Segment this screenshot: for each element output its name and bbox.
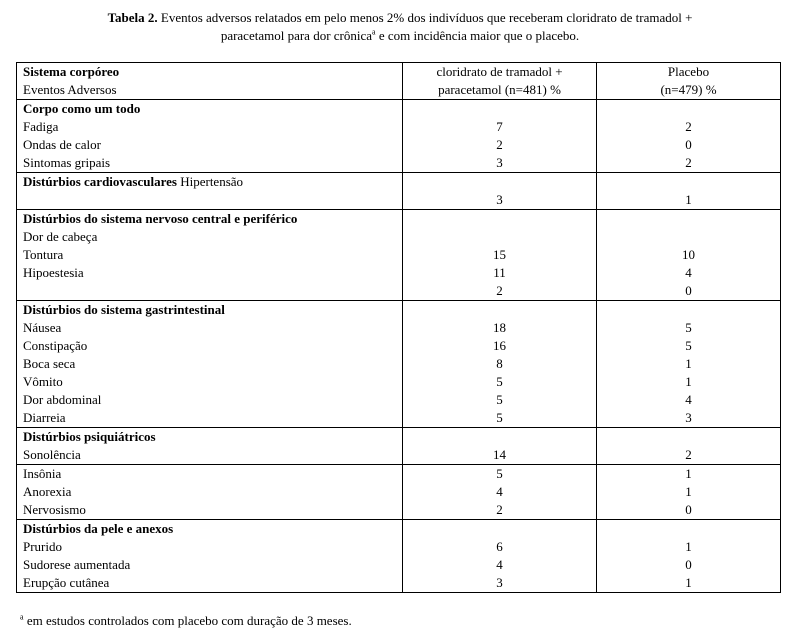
placebo-values — [597, 465, 781, 520]
header-col1-line1: Sistema corpóreo — [23, 64, 120, 79]
placebo-value: 1 — [685, 192, 692, 207]
placebo-values — [597, 520, 781, 593]
caption-text-2: paracetamol para dor crônica — [220, 28, 373, 43]
placebo-value: 1 — [685, 575, 692, 590]
table-row — [17, 428, 781, 465]
footnote-text: em estudos controlados com placebo com duração de 3 meses. — [23, 613, 352, 628]
event-label: Dor de cabeça — [23, 229, 98, 244]
section-cell — [17, 301, 403, 428]
tramadol-values — [403, 428, 597, 465]
event-label: Hipoestesia — [23, 265, 84, 280]
tramadol-value: 5 — [496, 410, 503, 425]
placebo-values — [597, 301, 781, 428]
tramadol-values — [403, 210, 597, 301]
group-heading: Corpo como um todo — [23, 101, 141, 116]
group-heading: Distúrbios cardiovasculares — [23, 174, 177, 189]
section-cell — [17, 465, 403, 520]
section-cell — [17, 428, 403, 465]
adverse-events-table — [16, 62, 781, 593]
tramadol-value: 14 — [493, 447, 506, 462]
tramadol-values — [403, 173, 597, 210]
caption-label: Tabela 2. — [107, 10, 158, 25]
tramadol-value: 3 — [496, 192, 503, 207]
header-col2-line2: paracetamol (n=481) % — [438, 82, 561, 97]
event-label: Hipertensão — [176, 174, 244, 189]
event-label: Insônia — [23, 466, 62, 481]
placebo-value: 10 — [682, 247, 695, 262]
table-row — [17, 210, 781, 301]
header-col3 — [597, 63, 781, 100]
header-col2 — [403, 63, 597, 100]
placebo-value: 0 — [685, 557, 692, 572]
table-footnote — [20, 613, 352, 629]
placebo-value: 5 — [685, 338, 692, 353]
placebo-value: 3 — [685, 410, 692, 425]
caption-footnote-mark: a — [372, 27, 376, 37]
tramadol-value: 4 — [496, 484, 503, 499]
placebo-value: 1 — [685, 539, 692, 554]
table-row — [17, 301, 781, 428]
event-label: Fadiga — [23, 119, 59, 134]
tramadol-values — [403, 301, 597, 428]
tramadol-value: 8 — [496, 356, 503, 371]
section-cell — [17, 520, 403, 593]
event-label: Sudorese aumentada — [23, 557, 131, 572]
placebo-value: 4 — [685, 392, 692, 407]
tramadol-value: 2 — [496, 283, 503, 298]
table-row — [17, 173, 781, 210]
tramadol-value: 6 — [496, 539, 503, 554]
group-heading: Distúrbios do sistema nervoso central e periférico — [23, 211, 298, 226]
placebo-value: 1 — [685, 356, 692, 371]
placebo-values — [597, 100, 781, 173]
tramadol-value: 2 — [496, 137, 503, 152]
placebo-value: 1 — [685, 466, 692, 481]
tramadol-values — [403, 100, 597, 173]
header-col3-line1: Placebo — [667, 64, 710, 79]
tramadol-value: 3 — [496, 575, 503, 590]
tramadol-value: 4 — [496, 557, 503, 572]
caption-line-1 — [20, 9, 780, 27]
event-label: Tontura — [23, 247, 64, 262]
tramadol-value: 2 — [496, 502, 503, 517]
placebo-value: 0 — [685, 283, 692, 298]
caption-text-3: e com incidência maior que o placebo. — [375, 28, 580, 43]
header-col1-line2: Eventos Adversos — [23, 82, 117, 97]
event-label: Diarreia — [23, 410, 66, 425]
placebo-values — [597, 428, 781, 465]
placebo-value: 5 — [685, 320, 692, 335]
group-heading: Distúrbios da pele e anexos — [23, 521, 174, 536]
event-label: Boca seca — [23, 356, 76, 371]
tramadol-values — [403, 520, 597, 593]
caption-text-1: Eventos adversos relatados em pelo menos 2% dos indivíduos que receberam cloridrato de tramadol + — [157, 10, 693, 25]
group-heading: Distúrbios do sistema gastrintestinal — [23, 302, 225, 317]
placebo-value: 2 — [685, 119, 692, 134]
event-label: Vômito — [23, 374, 63, 389]
tramadol-value: 5 — [496, 392, 503, 407]
event-label: Dor abdominal — [23, 392, 102, 407]
placebo-value: 4 — [685, 265, 692, 280]
event-label: Sonolência — [23, 447, 81, 462]
tramadol-value: 5 — [496, 466, 503, 481]
event-label: Erupção cutânea — [23, 575, 110, 590]
placebo-values — [597, 210, 781, 301]
caption-line-2 — [20, 27, 780, 45]
tramadol-value: 5 — [496, 374, 503, 389]
header-row — [17, 63, 781, 100]
tramadol-value: 7 — [496, 119, 503, 134]
section-cell — [17, 210, 403, 301]
tramadol-value: 18 — [493, 320, 506, 335]
table-caption — [20, 9, 780, 45]
event-label: Ondas de calor — [23, 137, 101, 152]
tramadol-value: 3 — [496, 155, 503, 170]
event-label: Anorexia — [23, 484, 72, 499]
event-label: Náusea — [23, 320, 62, 335]
tramadol-value: 16 — [493, 338, 506, 353]
placebo-value: 2 — [685, 155, 692, 170]
table-row — [17, 465, 781, 520]
header-col1 — [17, 63, 403, 100]
section-cell — [17, 173, 403, 210]
header-col2-line1: cloridrato de tramadol + — [436, 64, 563, 79]
placebo-values — [597, 173, 781, 210]
tramadol-values — [403, 465, 597, 520]
section-cell — [17, 100, 403, 173]
placebo-value: 2 — [685, 447, 692, 462]
event-label: Sintomas gripais — [23, 155, 111, 170]
event-label: Prurido — [23, 539, 62, 554]
placebo-value: 0 — [685, 137, 692, 152]
footnote-mark: a — [20, 612, 24, 622]
placebo-value: 0 — [685, 502, 692, 517]
placebo-value: 1 — [685, 484, 692, 499]
tramadol-value: 11 — [493, 265, 506, 280]
tramadol-value: 15 — [493, 247, 506, 262]
table-row — [17, 520, 781, 593]
group-heading: Distúrbios psiquiátricos — [23, 429, 156, 444]
header-col3-line2: (n=479) % — [660, 82, 717, 97]
placebo-value: 1 — [685, 374, 692, 389]
event-label: Nervosismo — [23, 502, 86, 517]
event-label: Constipação — [23, 338, 88, 353]
table-row — [17, 100, 781, 173]
